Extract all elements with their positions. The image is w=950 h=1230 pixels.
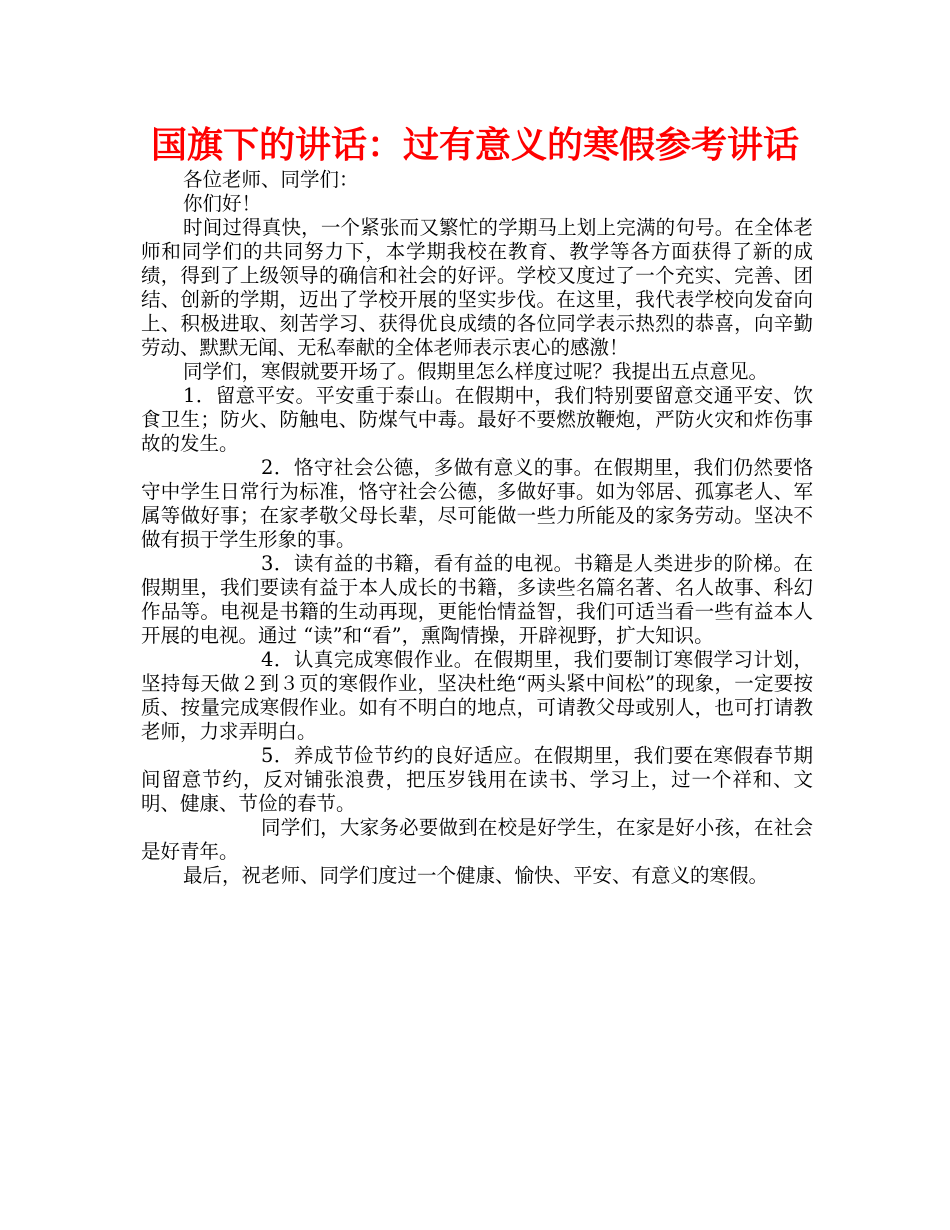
- paragraph-good-student: 同学们，大家务必要做到在校是好学生，在家是好小孩，在社会是好青年。: [141, 816, 813, 863]
- paragraph-opinions-lead: 同学们，寒假就要开场了。假期里怎么样度过呢？我提出五点意见。: [183, 360, 769, 383]
- point-3-reading: 3．读有益的书籍，看有益的电视。书籍是人类进步的阶梯。在假期里，我们要读有益于本人成长的书籍，多读些名篇名著、名人故事、科幻作品等。电视是书籍的生动再现，更能怡情益智，我们可适当看一些有益本人开展的电视。通过 “读”和“看”，熏陶情操，开辟视野，扩大知识。: [141, 552, 813, 647]
- document-body: [141, 168, 813, 888]
- salutation: 各位老师、同学们：: [183, 168, 359, 191]
- point-5-frugality: 5．养成节俭节约的良好适应。在假期里，我们要在寒假春节期间留意节约，反对铺张浪费，把压岁钱用在读书、学习上，过一个祥和、文明、健康、节俭的春节。: [141, 744, 813, 815]
- paragraph-intro: 时间过得真快，一个紧张而又繁忙的学期马上划上完满的句号。在全体老师和同学们的共同努力下，本学期我校在教育、教学等各方面获得了新的成绩，得到了上级领导的确信和社会的好评。学校又度过了一个充实、完善、团结、创新的学期，迈出了学校开展的坚实步伐。在这里，我代表学校向发奋向上、积极进取、刻苦学习、获得优良成绩的各位同学表示热烈的恭喜，向辛勤劳动、默默无闻、无私奉献的全体老师表示衷心的感激！: [141, 216, 813, 359]
- point-2-social-morality: 2．恪守社会公德，多做有意义的事。在假期里，我们仍然要恪守中学生日常行为标准，恪守社会公德，多做好事。如为邻居、孤寡老人、军属等做好事；在家孝敬父母长辈，尽可能做一些力所能及的家务劳动。坚决不做有损于学生形象的事。: [141, 456, 813, 551]
- point-4-homework: 4．认真完成寒假作业。在假期里，我们要制订寒假学习计划，坚持每天做２到３页的寒假作业，坚决杜绝“两头紧中间松”的现象，一定要按质、按量完成寒假作业。如有不明白的地点，可请教父母或别人，也可打请教老师，力求弄明白。: [141, 648, 813, 743]
- document-title: 国旗下的讲话：过有意义的寒假参考讲话: [150, 125, 799, 166]
- paragraph-closing: 最后，祝老师、同学们度过一个健康、愉快、平安、有意义的寒假。: [183, 864, 769, 887]
- greeting: 你们好！: [183, 192, 262, 215]
- point-1-safety: 1．留意平安。平安重于泰山。在假期中，我们特别要留意交通平安、饮食卫生；防火、防触电、防煤气中毒。最好不要燃放鞭炮，严防火灾和炸伤事故的发生。: [141, 384, 813, 455]
